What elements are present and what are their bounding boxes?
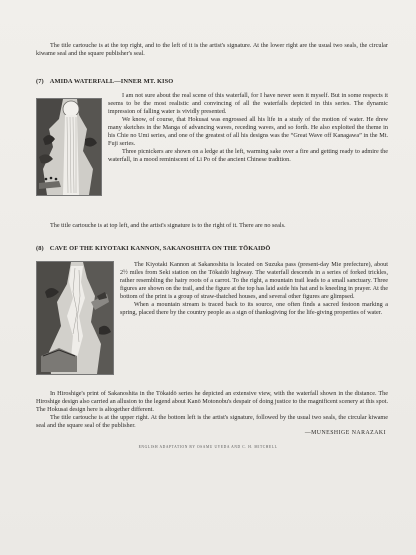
author-signature: —MUNESHIGE NARAZAKI: [304, 430, 386, 436]
translation-credit: ENGLISH ADAPTATION BY OSAMU UYEDA AND C. H. MITCHELL: [138, 445, 278, 449]
section-8-paragraph: In Hiroshige's print of Sakanoshita in the Tōkaidō series he depicted an extensive view, with the waterfall shown in the distance. The Hiroshige design also carried an allusion to the legend about Kanō Motonobu's despair of doing justice to the magnificent scenery at this spot. The Hokusai design here is altogether different.: [36, 390, 388, 414]
section-8-paragraph: The Kiyotaki Kannon at Sakanoshita is located on Suzuka pass (present-day Mie prefecture), about 2½ miles from Seki station on the Tōkaidō highway. The waterfall descends in a series of forked trickles, rather resembling the hairy roots of a carrot. To the right, a mountain trail leads to a small sanctuary. Three figures are shown on the trail, and the figure at the top has laid aside his hat and is kneeling in prayer. At the bottom of the print is a group of straw-thatched houses, and several other figures are glimpsed.: [120, 261, 388, 301]
section-7-paragraph: Three picnickers are shown on a ledge at the left, warming sake over a fire and getting ready to admire the waterfall, in a mood reminiscent of Li Po of the ancient Chinese tradition.: [108, 148, 388, 164]
section-7-title: AMIDA WATERFALL—INNER MT. KISO: [49, 78, 174, 85]
section-7-closing: [36, 222, 388, 230]
section-7-text: [108, 92, 388, 164]
amida-waterfall-print: [36, 98, 102, 196]
section-8-number: (8): [36, 245, 44, 252]
section-7-paragraph: We know, of course, that Hokusai was engrossed all his life in a study of the motion of water. He drew many sketches in the Manga of advancing waves, receding waves, and so forth. He also exploited the theme in his Chie no Umi series, and one of the greatest of all his designs was the “Great Wave off Kanagawa” in the Mt. Fuji series.: [108, 116, 388, 148]
intro-paragraph: [36, 42, 388, 58]
section-8-closing: [36, 390, 388, 430]
section-7-paragraph: I am not sure about the real scene of this waterfall, for I have never seen it myself. But in some respects it seems to be the most realistic and convincing of all the waterfalls depicted in this series. The dynamic impression of falling water is vividly presented.: [108, 92, 388, 116]
section-7-paragraph: The title cartouche is at top left, and the artist's signature is to the right of it. There are no seals.: [50, 222, 286, 229]
section-8-paragraph: The title cartouche is at the upper right. At the bottom left is the artist's signature, followed by the usual two seals, the circular kiwame seal and the square seal of the publisher.: [36, 414, 388, 430]
section-7-number: (7): [36, 78, 44, 85]
section-8-heading: [36, 245, 270, 253]
intro-text: The title cartouche is at the top right, and to the left of it is the artist's signature. At the lower right are the usual two seals, the circular kiwame seal and the square publisher's seal.: [36, 42, 388, 58]
section-8-paragraph: When a mountain stream is traced back to its source, one often finds a sacred festoon marking a spring, placed there by the country people as a sign of thanksgiving for the life-giving properties of water.: [120, 301, 388, 317]
section-8-title: CAVE OF THE KIYOTAKI KANNON, SAKANOSHITA ON THE TŌKAIDŌ: [49, 245, 271, 252]
section-7-heading: [36, 78, 173, 86]
kiyotaki-kannon-image: [37, 262, 113, 374]
kiyotaki-kannon-print: [36, 261, 114, 375]
section-8-text: [120, 261, 388, 317]
amida-waterfall-image: [37, 99, 101, 195]
